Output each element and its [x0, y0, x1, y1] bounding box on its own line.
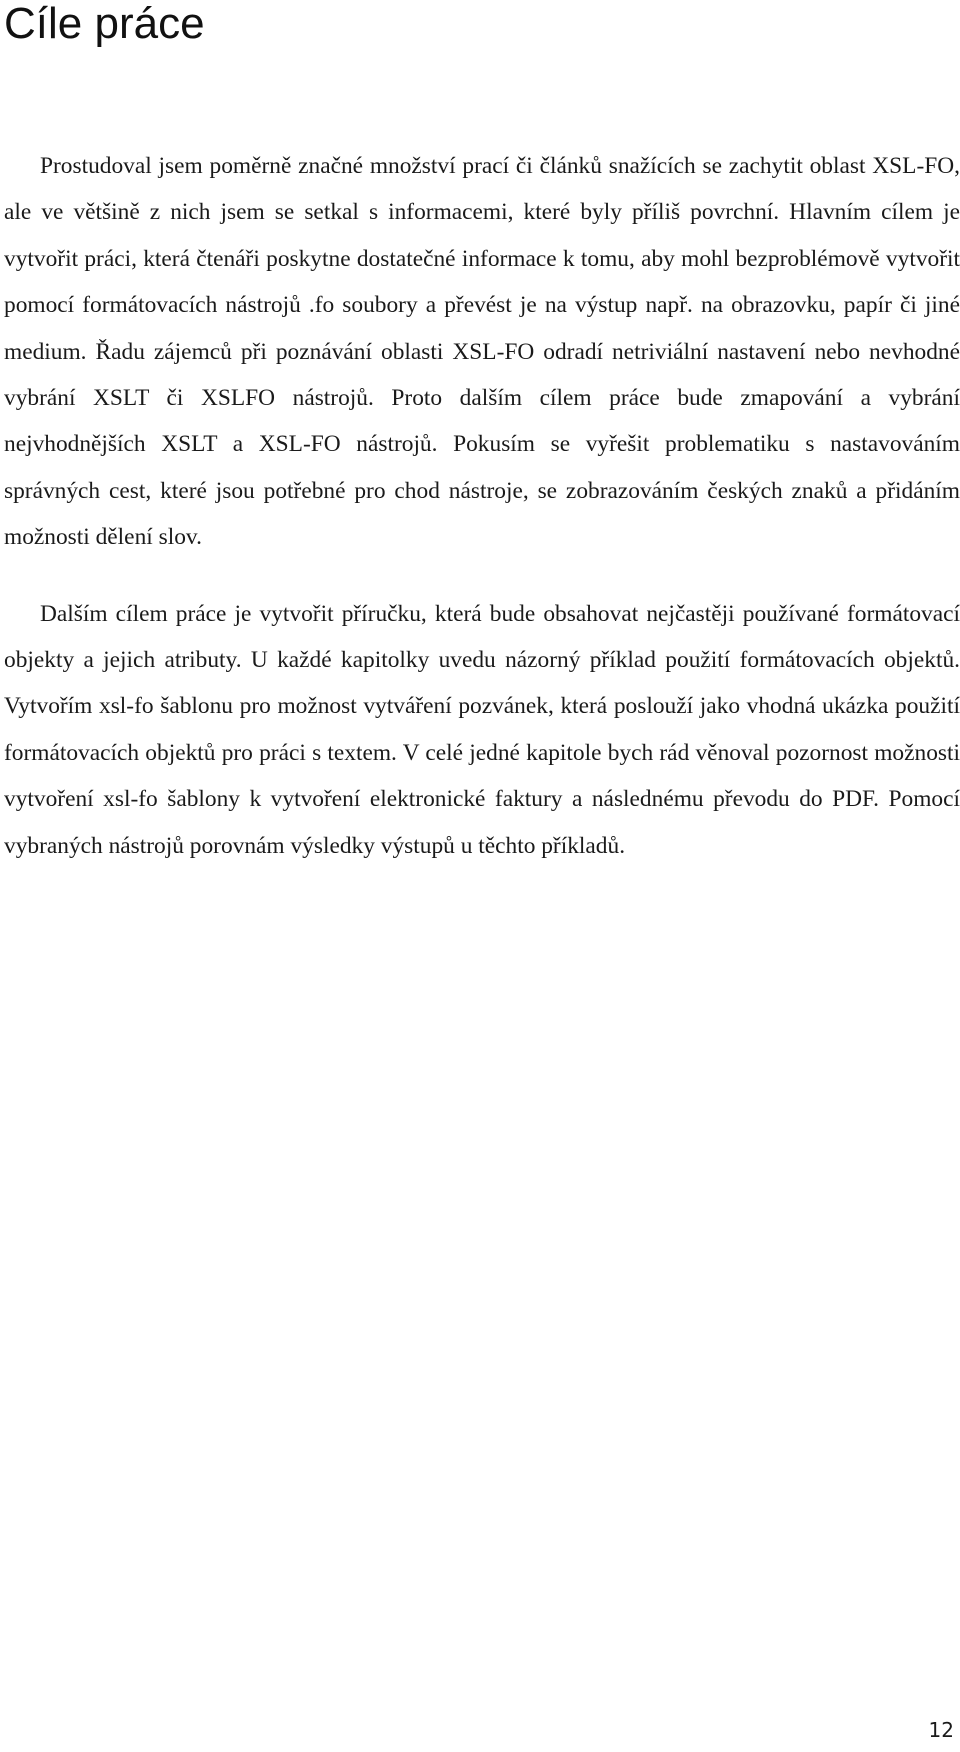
body-text — [4, 143, 960, 869]
paragraph-1: Prostudoval jsem poměrně značné množství prací či článků snažících se zachytit oblast XSL-FO, ale ve většině z nich jsem se setkal s informacemi, které byly příliš povrchní. Hlavním cílem je vytvořit práci, která čtenáři poskytne dostatečné informace k tomu, aby mohl bezproblémově vytvořit pomocí formátovacích nástrojů .fo soubory a převést je na výstup např. na obrazovku, papír či jiné medium. Řadu zájemců při poznávání oblasti XSL-FO odradí netriviální nastavení nebo nevhodné vybrání XSLT či XSLFO nástrojů. Proto dalším cílem práce bude zmapování a vybrání nejvhodnějších XSLT a XSL-FO nástrojů. Pokusím se vyřešit problematiku s nastavováním správných cest, které jsou potřebné pro chod nástroje, se zobrazováním českých znaků a přidáním možnosti dělení slov. — [4, 153, 960, 551]
page-title: Cíle práce — [4, 0, 205, 48]
paragraph-2: Dalším cílem práce je vytvořit příručku, která bude obsahovat nejčastěji používané formátovací objekty a jejich atributy. U každé kapitolky uvedu názorný příklad použití formátovacích objektů. Vytvořím xsl-fo šablonu pro možnost vytváření pozvánek, která poslouží jako vhodná ukázka použití formátovacích objektů pro práci s textem. V celé jedné kapitole bych rád věnoval pozornost možnosti vytvoření xsl-fo šablony k vytvoření elektronické faktury a následnému převodu do PDF. Pomocí vybraných nástrojů porovnám výsledky výstupů u těchto příkladů. — [4, 600, 960, 859]
page-number: 12 — [928, 1718, 954, 1742]
